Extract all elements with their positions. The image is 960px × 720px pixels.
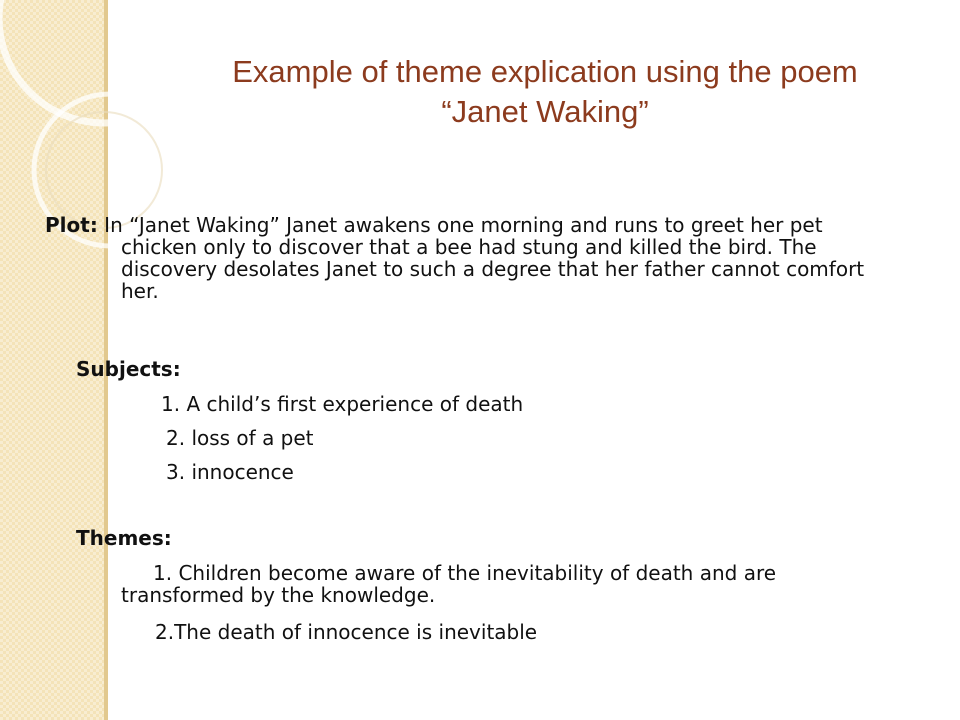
title-line-2: “Janet Waking” bbox=[441, 94, 649, 129]
subject-item-2: 2. loss of a pet bbox=[166, 426, 314, 450]
plot-text: In “Janet Waking” Janet awakens one morning and runs to greet her pet chicken only to discover that a bee had stung and killed the bird. The discovery desolates Janet to such a degree that her father cannot comfort her. bbox=[97, 213, 865, 303]
subject-item-3: 3. innocence bbox=[166, 460, 294, 484]
theme-item-2: 2.The death of innocence is inevitable bbox=[155, 620, 538, 644]
theme-item-1 bbox=[121, 562, 881, 606]
plot-label: Plot: bbox=[45, 213, 98, 237]
title-line-1: Example of theme explication using the poem bbox=[232, 54, 858, 89]
theme-item-1-text: 1. Children become aware of the inevitability of death and are transformed by the knowledge. bbox=[121, 561, 777, 607]
subject-item-1: 1. A child’s first experience of death bbox=[161, 392, 524, 416]
themes-label: Themes: bbox=[76, 526, 172, 550]
slide-title bbox=[150, 52, 940, 132]
plot-paragraph bbox=[45, 213, 881, 303]
subjects-label: Subjects: bbox=[76, 357, 181, 381]
